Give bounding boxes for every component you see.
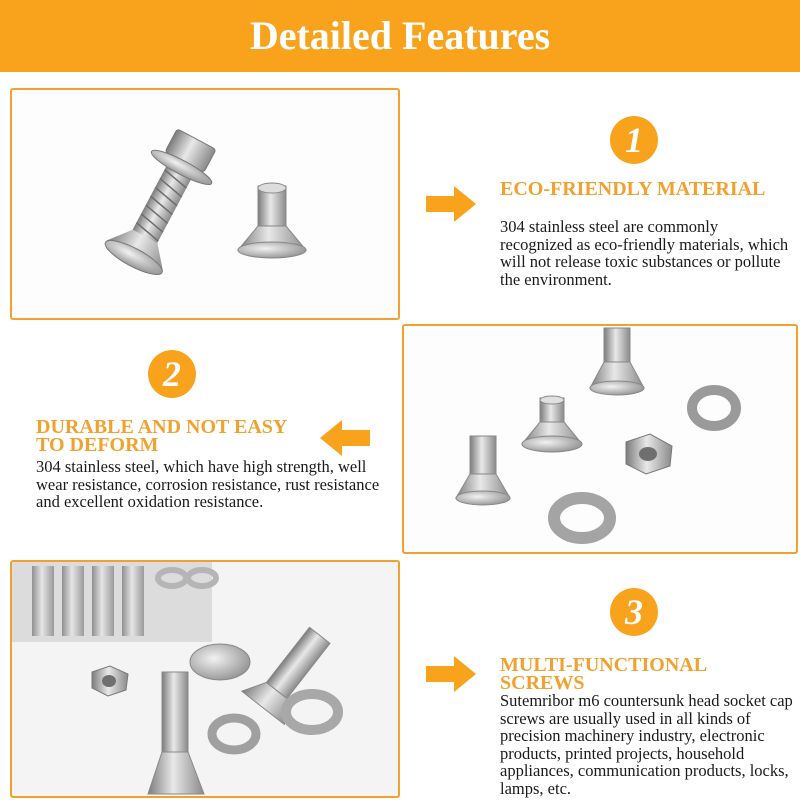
product-photo-bolt-assembly	[10, 88, 400, 320]
feature-title: MULTI-FUNCTIONAL SCREWS	[500, 654, 706, 694]
header-banner	[0, 0, 800, 72]
arrow-right-icon	[426, 656, 476, 692]
number-badge	[148, 350, 196, 398]
number-badge	[610, 116, 658, 164]
number-badge	[610, 588, 658, 636]
feature-description: 304 stainless steel are commonly recognized as eco-friendly materials, which will not release toxic substances or pollute the environment.	[500, 217, 789, 289]
product-photo-loose-parts	[402, 324, 798, 554]
badge-number: 1	[625, 120, 643, 160]
product-photo-kit-box	[10, 560, 400, 798]
feature-title: DURABLE AND NOT EASY TO DEFORM	[36, 416, 287, 456]
feature-description: Sutemribor m6 countersunk head socket cap screws are usually used in all kinds of precision machinery industry, electronic products, printed projects, household appliances, communication products, locks, lamps, etc.	[500, 691, 793, 798]
feature-description: 304 stainless steel, which have high strength, well wear resistance, corrosion resistance, rust resistance and excellent oxidation resistance.	[36, 457, 380, 511]
badge-number: 2	[163, 354, 181, 394]
feature-title: ECO-FRIENDLY MATERIAL	[500, 178, 766, 200]
arrow-left-icon	[320, 420, 370, 456]
arrow-right-icon	[426, 186, 476, 222]
badge-number: 3	[625, 592, 643, 632]
page-title: Detailed Features	[249, 13, 551, 58]
